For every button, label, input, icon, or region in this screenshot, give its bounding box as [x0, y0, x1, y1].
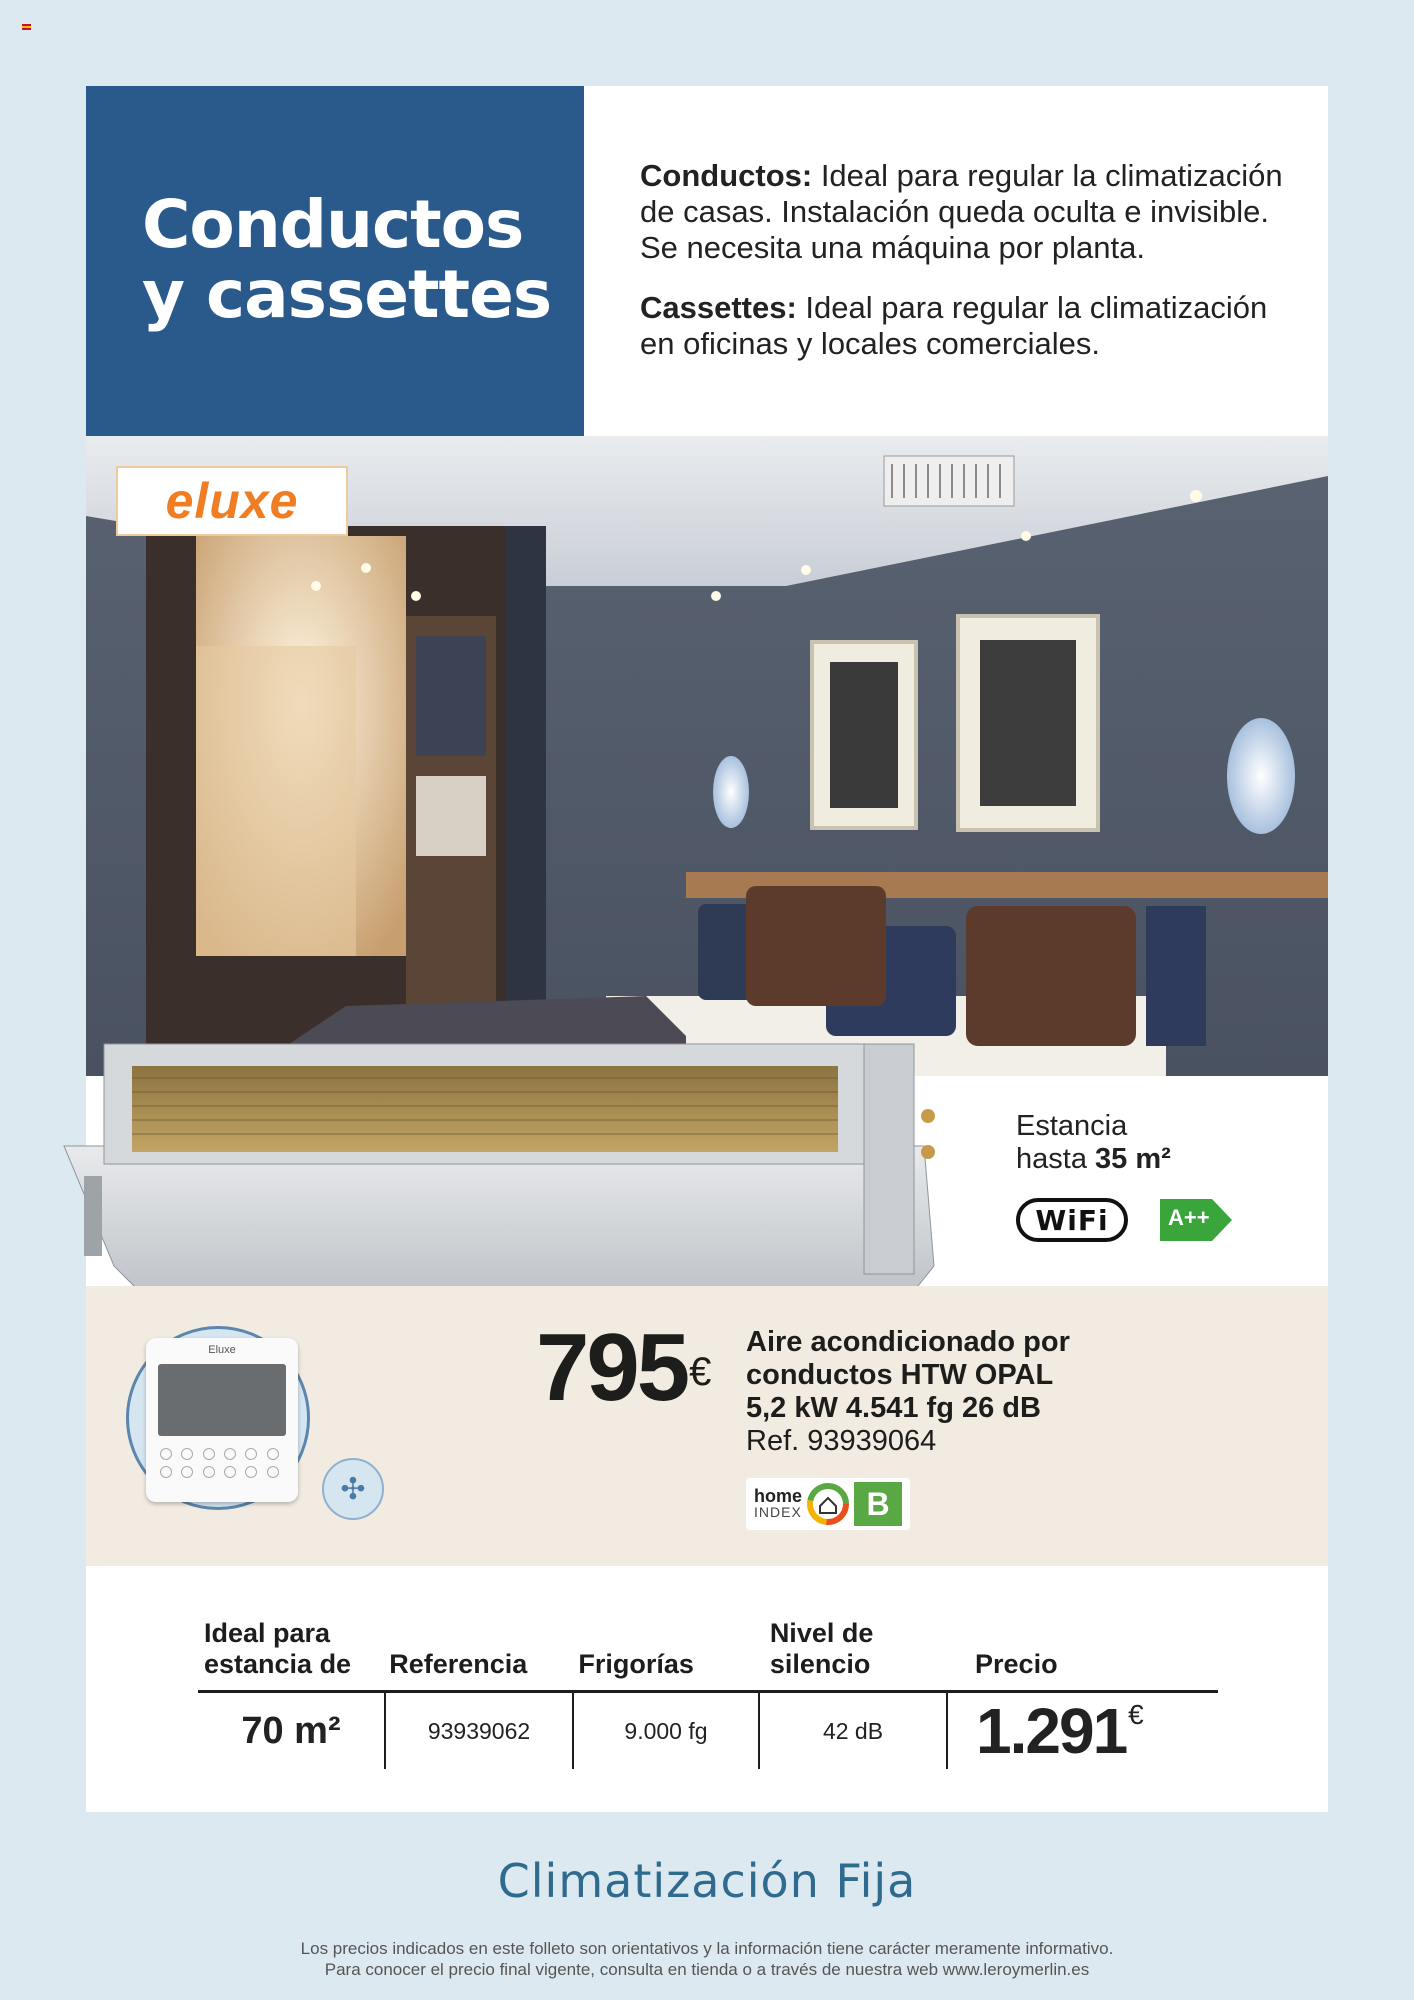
page-title-line-2: y cassettes [142, 256, 552, 333]
home-index-grade: B [854, 1482, 902, 1526]
variants-table [198, 1608, 1218, 1769]
eluxe-logo-text: eluxe [165, 473, 299, 529]
intro-text [640, 158, 1310, 386]
cassettes-text: Ideal para regular la climatización en oficinas y locales comerciales. [640, 290, 1268, 361]
cell-silence: 42 dB [760, 1693, 948, 1769]
duct-unit-image [24, 1036, 1024, 1326]
offer-price [536, 1314, 712, 1421]
home-index-badge [746, 1478, 910, 1530]
column-header-frigorias: Frigorías [578, 1649, 694, 1679]
page-title-line-1: Conductos [142, 186, 524, 263]
offer-price-value: 795 [536, 1314, 688, 1421]
cell-reference: 93939062 [386, 1693, 574, 1769]
disclaimer-line-1: Los precios indicados en este folleto son orientativos y la información tiene carácter meramente informativo. [300, 1939, 1114, 1958]
product-reference: Ref. 93939064 [746, 1425, 937, 1457]
page-title [142, 186, 552, 333]
product-specs: 5,2 kW 4.541 fg 26 dB [746, 1392, 1041, 1424]
cassettes-description [640, 290, 1310, 362]
eluxe-logo [116, 466, 348, 536]
room-size-prefix: Estancia [1016, 1110, 1128, 1142]
energy-class-badge [1160, 1199, 1232, 1241]
wifi-icon: WiFi [1016, 1198, 1128, 1242]
flag-icon [22, 24, 31, 30]
remote-brand: Eluxe [208, 1344, 236, 1356]
table-row [198, 1693, 1218, 1769]
product-page-card [86, 86, 1328, 1812]
cell-price [948, 1693, 1218, 1769]
room-size-value: 35 m² [1095, 1143, 1171, 1175]
cell-area: 70 m² [198, 1693, 386, 1769]
home-index-ring-icon [806, 1482, 850, 1526]
column-header-silence: Nivel de silencio [769, 1618, 874, 1679]
disclaimer-line-2: Para conocer el precio final vigente, consulta en tienda o a través de nuestra web www.leroymerlin.es [324, 1960, 1090, 1979]
remote-keys [160, 1448, 284, 1478]
bedroom-photo [86, 436, 1328, 1076]
home-index-index: INDEX [754, 1504, 802, 1520]
cell-frigorias: 9.000 fg [574, 1693, 760, 1769]
room-size-line [1016, 1143, 1171, 1176]
remote-screen [158, 1364, 286, 1436]
energy-class-label: A++ [1168, 1205, 1210, 1230]
product-info [746, 1326, 1306, 1458]
offer-price-currency: € [689, 1350, 712, 1394]
product-name-line-2: conductos HTW OPAL [746, 1359, 1054, 1391]
remote-control-image [146, 1338, 298, 1502]
table-header [198, 1608, 1218, 1693]
room-size-label [1016, 1110, 1171, 1176]
feature-panel [1016, 1110, 1210, 1237]
disclaimer [0, 1938, 1414, 1980]
column-header-area: Ideal para estancia de [204, 1618, 352, 1679]
cell-price-currency: € [1128, 1699, 1144, 1730]
cell-price-value: 1.291 [976, 1695, 1127, 1767]
home-index-home: home [754, 1486, 803, 1506]
column-header-price: Precio [975, 1649, 1058, 1679]
fan-icon: ✣ [322, 1458, 384, 1520]
product-name-line-1: Aire acondicionado por [746, 1326, 1070, 1358]
conductos-description [640, 158, 1310, 266]
conductos-text: Ideal para regular la climatización de casas. Instalación queda oculta e invisible. Se necesita una máquina por planta. [640, 158, 1283, 265]
title-panel [86, 86, 584, 436]
cassettes-label: Cassettes: [640, 290, 797, 325]
offer-panel [86, 1286, 1328, 1566]
conductos-label: Conductos: [640, 158, 813, 193]
room-size-hasta: hasta [1016, 1143, 1095, 1175]
feature-badges [1016, 1198, 1232, 1242]
column-header-reference: Referencia [389, 1649, 528, 1679]
section-title: Climatización Fija [497, 1854, 917, 1908]
